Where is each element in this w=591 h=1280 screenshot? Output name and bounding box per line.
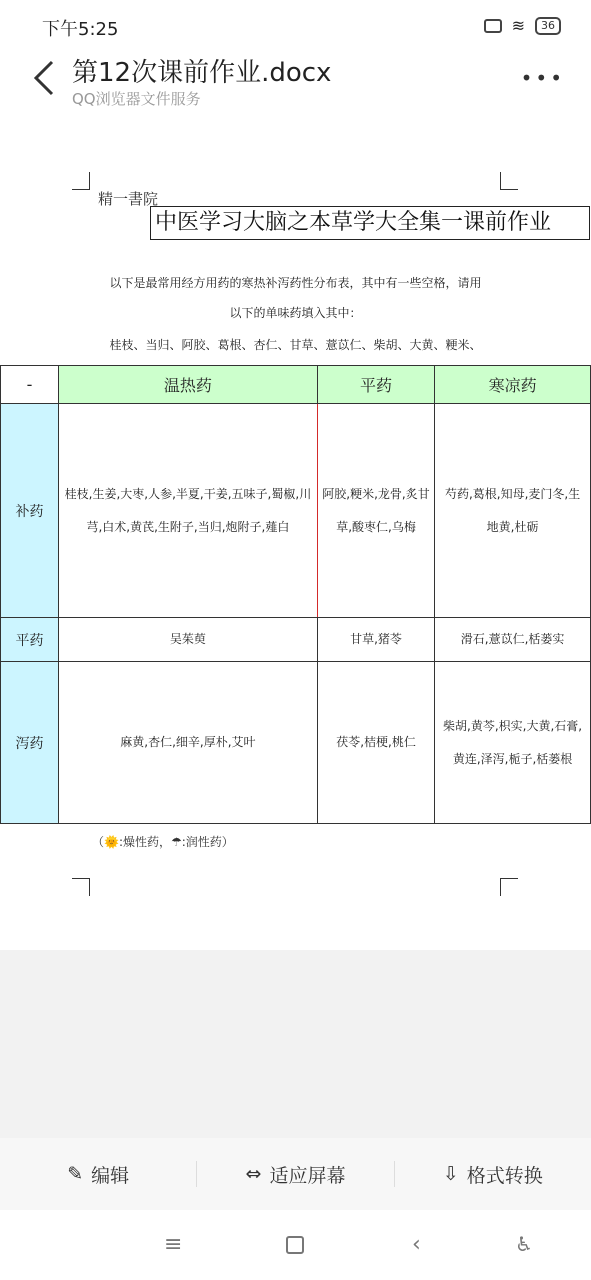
table-cell: 阿胶,粳米,龙骨,炙甘草,酸枣仁,乌梅: [317, 404, 434, 618]
edit-button[interactable]: [0, 1161, 196, 1188]
table-row: [1, 618, 591, 662]
table-row: [1, 404, 591, 618]
intro-line-2: 以下的单味药填入其中：: [229, 306, 362, 320]
table-cell: 芍药,葛根,知母,麦门冬,生地黄,杜砺: [435, 404, 591, 618]
row-label: 泻药: [1, 662, 59, 824]
home-icon[interactable]: [286, 1236, 304, 1254]
back-nav-icon[interactable]: ‹: [412, 1232, 421, 1257]
edit-label: 编辑: [91, 1164, 130, 1187]
document-title: 中医学习大脑之本草学大全集一课前作业: [150, 206, 590, 240]
table-header: -: [1, 366, 59, 404]
logo: 精一書院: [98, 190, 159, 208]
intro-line-3: 桂枝、当归、阿胶、葛根、杏仁、甘草、薏苡仁、柴胡、大黄、粳米、: [109, 338, 482, 352]
fit-screen-button[interactable]: [197, 1161, 393, 1188]
fit-screen-label: 适应屏幕: [269, 1164, 346, 1187]
row-label: 平药: [1, 618, 59, 662]
bottom-toolbar: [0, 1138, 591, 1210]
battery-icon: 36: [535, 17, 561, 35]
convert-icon: ⇩: [442, 1163, 459, 1185]
menu-icon[interactable]: ≡: [164, 1232, 183, 1257]
legend: （🌞:燥性药，☂:润性药）: [92, 835, 234, 849]
page-gap: [0, 950, 591, 1138]
sim-icon: [484, 19, 502, 33]
table-cell: 滑石,薏苡仁,栝蒌实: [435, 618, 591, 662]
file-title: 第12次课前作业.docx: [72, 58, 332, 88]
table-cell: 麻黄,杏仁,细辛,厚朴,艾叶: [59, 662, 318, 824]
row-label: 补药: [1, 404, 59, 618]
status-bar: [0, 0, 591, 44]
table-header: 温热药: [59, 366, 318, 404]
file-source: QQ浏览器文件服务: [72, 90, 201, 108]
table-header: 平药: [317, 366, 434, 404]
fit-screen-icon: ⇔: [245, 1163, 262, 1185]
table-cell: 甘草,猪苓: [317, 618, 434, 662]
table-row: [1, 662, 591, 824]
crop-mark: [72, 878, 90, 896]
edit-icon: ✎: [67, 1163, 84, 1185]
accessibility-icon[interactable]: ♿: [515, 1232, 533, 1256]
table-header: 寒凉药: [435, 366, 591, 404]
table-cell: 吴茱萸: [59, 618, 318, 662]
crop-mark: [500, 172, 518, 190]
wifi-icon: ≋: [511, 16, 525, 35]
system-nav-bar: [0, 1210, 591, 1280]
back-icon[interactable]: [32, 58, 56, 98]
convert-label: 格式转换: [466, 1164, 543, 1187]
crop-mark: [500, 878, 518, 896]
document-view[interactable]: [0, 116, 591, 950]
status-time: 下午5:25: [42, 19, 119, 40]
herb-table: [0, 365, 591, 824]
app-header: [0, 44, 591, 116]
status-icons: [484, 16, 561, 35]
intro-line-1: 以下是最常用经方用药的寒热补泻药性分布表，其中有一些空格，请用: [109, 276, 482, 290]
table-cell: 茯苓,桔梗,桃仁: [317, 662, 434, 824]
more-icon[interactable]: •••: [520, 66, 565, 90]
table-cell: 桂枝,生姜,大枣,人参,半夏,干姜,五味子,蜀椒,川芎,白术,黄芪,生附子,当归,炮附子,薤白: [59, 404, 318, 618]
table-cell: 柴胡,黄芩,枳实,大黄,石膏,黄连,泽泻,栀子,栝蒌根: [435, 662, 591, 824]
convert-button[interactable]: [395, 1161, 591, 1188]
crop-mark: [72, 172, 90, 190]
